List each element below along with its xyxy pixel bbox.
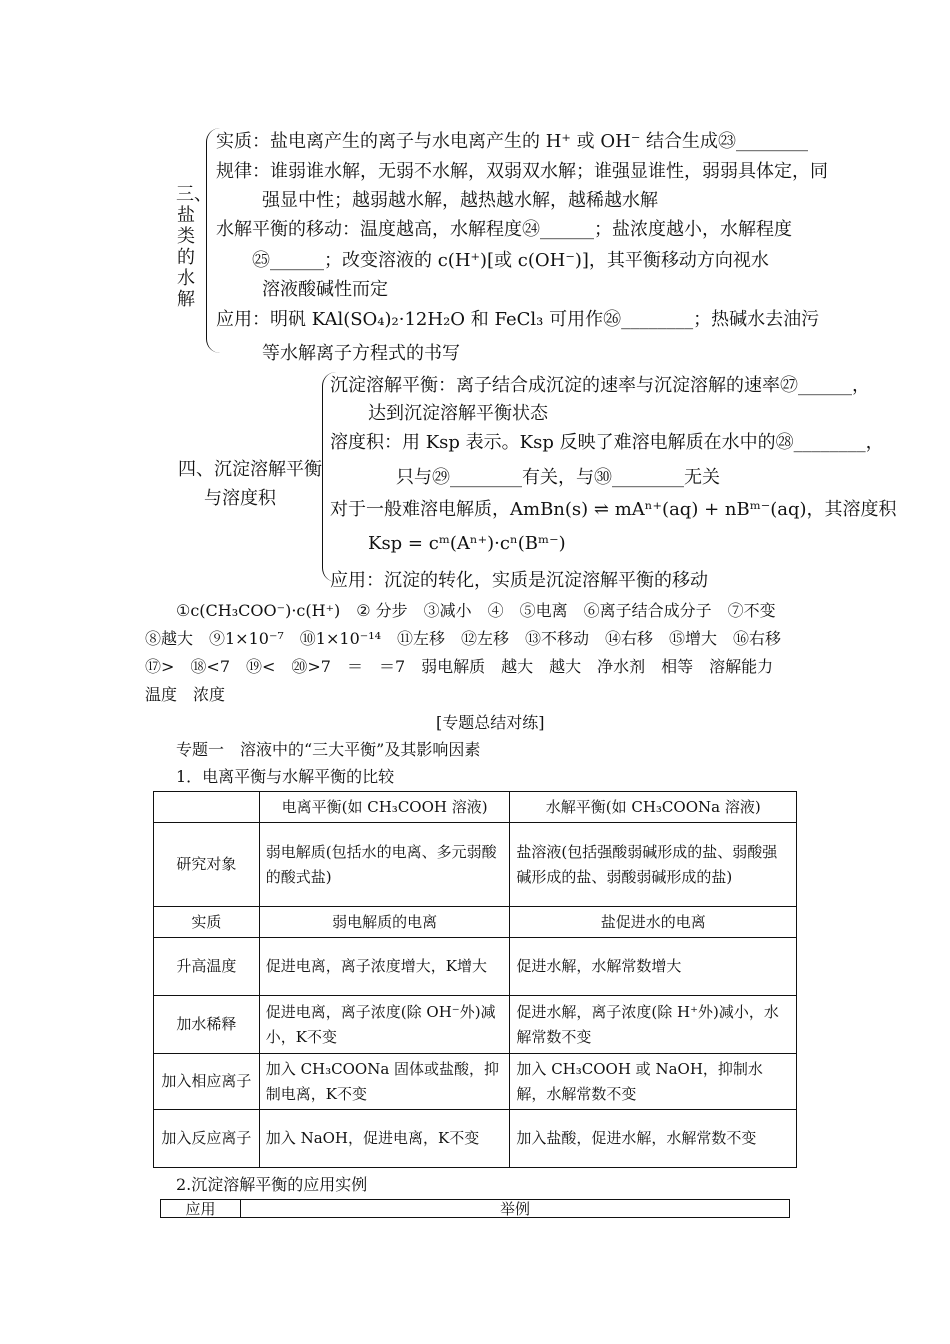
section4-line-3: 溶度积：用 Ksp 表示。Ksp 反映了难溶电解质在水中的㉘________， bbox=[330, 432, 884, 453]
table-cell: 促进水解，水解常数增大 bbox=[510, 938, 797, 996]
section4-line-7: 应用：沉淀的转化，实质是沉淀溶解平衡的移动 bbox=[330, 570, 708, 591]
table-header-cell: 水解平衡(如 CH₃COONa 溶液) bbox=[510, 792, 797, 823]
section4-line-1: 沉淀溶解平衡：离子结合成沉淀的速率与沉淀溶解的速率㉗______， bbox=[330, 375, 870, 396]
table-row bbox=[154, 1054, 797, 1110]
table-header-cell: 举例 bbox=[240, 1200, 789, 1218]
topic1-title: 专题一 溶液中的“三大平衡”及其影响因素 bbox=[176, 740, 481, 759]
table-row bbox=[154, 938, 797, 996]
table-row bbox=[154, 1110, 797, 1168]
table-cell: 促进水解，离子浓度(除 H⁺外)减小，水解常数不变 bbox=[510, 996, 797, 1054]
section3-title-vertical: 三、盐类的水解 bbox=[176, 184, 212, 310]
table-cell: 加入 CH₃COONa 固体或盐酸，抑制电离，K不变 bbox=[259, 1054, 510, 1110]
row-label: 加入相应离子 bbox=[154, 1054, 260, 1110]
answers-line-1: ①c(CH₃COO⁻)·c(H⁺) ② 分步 ③减小 ④ ⑤电离 ⑥离子结合成分子 ⑦不变 bbox=[176, 601, 776, 620]
row-label: 实质 bbox=[154, 907, 260, 938]
section3-line-8: 等水解离子方程式的书写 bbox=[262, 343, 460, 364]
table-header-row bbox=[161, 1200, 790, 1218]
section4-title-line1: 四、沉淀溶解平衡 bbox=[178, 459, 322, 480]
table-cell: 加入 NaOH，促进电离，K不变 bbox=[259, 1110, 510, 1168]
section4-line-5: 对于一般难溶电解质，AmBn(s) ⇌ mAⁿ⁺(aq) + nBᵐ⁻(aq)，其溶度积 bbox=[330, 499, 897, 520]
table-cell: 加入盐酸，促进水解，水解常数不变 bbox=[510, 1110, 797, 1168]
table-header-cell: 电离平衡(如 CH₃COOH 溶液) bbox=[259, 792, 510, 823]
answers-line-4: 温度 浓度 bbox=[145, 685, 226, 704]
summary-title: [专题总结对练] bbox=[436, 713, 545, 732]
table-header-row bbox=[154, 792, 797, 823]
comparison-table bbox=[153, 791, 797, 1168]
table-cell: 促进电离，离子浓度(除 OH⁻外)减小，K不变 bbox=[259, 996, 510, 1054]
section3-line-1: 实质：盐电离产生的离子与水电离产生的 H⁺ 或 OH⁻ 结合生成㉓________ bbox=[216, 131, 809, 152]
row-label: 研究对象 bbox=[154, 823, 260, 907]
section4-title-line2: 与溶度积 bbox=[204, 488, 276, 509]
answers-line-3: ⑰> ⑱<7 ⑲< ⑳>7 ＝ ＝7 弱电解质 越大 越大 净水剂 相等 溶解能力 bbox=[145, 657, 774, 676]
section3-line-6: 溶液酸碱性而定 bbox=[262, 279, 388, 300]
section4-line-4: 只与㉙________有关，与㉚________无关 bbox=[396, 467, 720, 488]
section4-line-6: Ksp = cᵐ(Aⁿ⁺)·cⁿ(Bᵐ⁻) bbox=[368, 533, 566, 554]
table-header-cell bbox=[154, 792, 260, 823]
section4-line-2: 达到沉淀溶解平衡状态 bbox=[368, 403, 548, 424]
table-row bbox=[154, 823, 797, 907]
section4-brace bbox=[322, 372, 337, 582]
subsection1-title: 1．电离平衡与水解平衡的比较 bbox=[176, 767, 395, 786]
row-label: 加水稀释 bbox=[154, 996, 260, 1054]
subsection2-title: 2.沉淀溶解平衡的应用实例 bbox=[176, 1175, 368, 1194]
table-cell: 弱电解质的电离 bbox=[259, 907, 510, 938]
table-cell: 促进电离，离子浓度增大，K增大 bbox=[259, 938, 510, 996]
section3-line-3: 强显中性；越弱越水解，越热越水解，越稀越水解 bbox=[262, 190, 658, 211]
section3-line-7: 应用：明矾 KAl(SO₄)₂·12H₂O 和 FeCl₃ 可用作㉖________；热碱水去油污 bbox=[216, 309, 820, 330]
table-cell: 加入 CH₃COOH 或 NaOH，抑制水解，水解常数不变 bbox=[510, 1054, 797, 1110]
section3-line-5: ㉕______；改变溶液的 c(H⁺)[或 c(OH⁻)]，其平衡移动方向视水 bbox=[252, 250, 769, 271]
application-table bbox=[160, 1199, 790, 1218]
answers-line-2: ⑧越大 ⑨1×10⁻⁷ ⑩1×10⁻¹⁴ ⑪左移 ⑫左移 ⑬不移动 ⑭右移 ⑮增大 ⑯右移 bbox=[145, 629, 782, 648]
table-row bbox=[154, 996, 797, 1054]
row-label: 加入反应离子 bbox=[154, 1110, 260, 1168]
table-cell: 盐溶液(包括强酸弱碱形成的盐、弱酸强碱形成的盐、弱酸弱碱形成的盐) bbox=[510, 823, 797, 907]
section3-line-2: 规律：谁弱谁水解，无弱不水解，双弱双水解；谁强显谁性，弱弱具体定，同 bbox=[216, 161, 828, 182]
table-row bbox=[154, 907, 797, 938]
table-cell: 弱电解质(包括水的电离、多元弱酸的酸式盐) bbox=[259, 823, 510, 907]
table-cell: 盐促进水的电离 bbox=[510, 907, 797, 938]
section3-line-4: 水解平衡的移动：温度越高，水解程度㉔______；盐浓度越小，水解程度 bbox=[216, 219, 792, 240]
row-label: 升高温度 bbox=[154, 938, 260, 996]
table-header-cell: 应用 bbox=[161, 1200, 241, 1218]
